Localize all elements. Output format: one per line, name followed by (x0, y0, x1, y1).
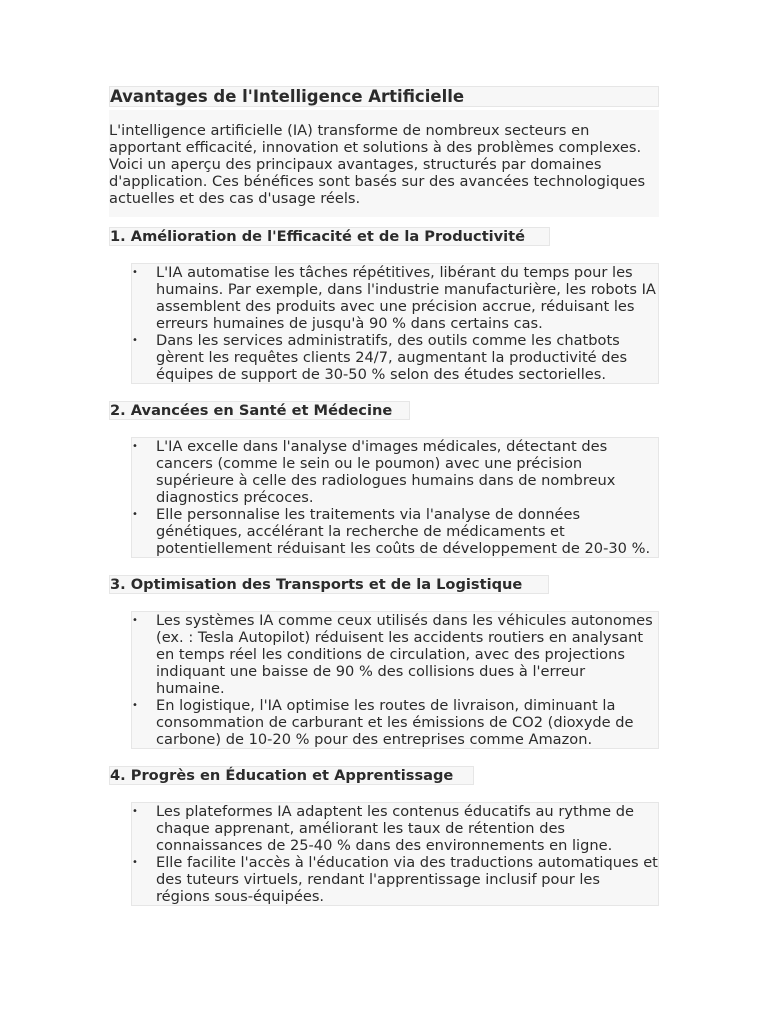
section-heading: 3. Optimisation des Transports et de la Logistique (109, 575, 549, 594)
bullet-icon: • (132, 335, 138, 346)
section-4 (109, 766, 659, 906)
list-item-text: L'IA excelle dans l'analyse d'images médicales, détectant des cancers (comme le sein ou le poumon) avec une précision supérieure à celle des radiologues humains dans de nombreux diagnostics précoces. (156, 438, 616, 506)
bullet-list (131, 611, 659, 749)
list-item-text: Elle personnalise les traitements via l'analyse de données génétiques, accélérant la recherche de médicaments et potentiellement réduisant les coûts de développement de 20-30 %. (156, 506, 651, 557)
bullet-list (131, 437, 659, 558)
section-heading: 1. Amélioration de l'Efficacité et de la Productivité (109, 227, 550, 246)
list-item (132, 332, 658, 383)
section-2 (109, 401, 659, 558)
list-item-text: Dans les services administratifs, des outils comme les chatbots gèrent les requêtes clients 24/7, augmentant la productivité des équipes de support de 30-50 % selon des études sectorielles. (156, 332, 628, 383)
bullet-icon: • (132, 700, 138, 711)
list-item (132, 612, 658, 697)
list-item-text: Les systèmes IA comme ceux utilisés dans les véhicules autonomes (ex. : Tesla Autopilot) réduisent les accidents routiers en analysant en temps réel les conditions de circulation, avec des projections indiquant une baisse de 90 % des collisions dues à l'erreur humaine. (156, 612, 653, 697)
section-1 (109, 227, 659, 384)
list-item-text: L'IA automatise les tâches répétitives, libérant du temps pour les humains. Par exemple, dans l'industrie manufacturière, les robots IA assemblent des produits avec une précision accrue, réduisant les erreurs humaines de jusqu'à 90 % dans certains cas. (156, 264, 656, 332)
bullet-list (131, 263, 659, 384)
page-title: Avantages de l'Intelligence Artificielle (109, 86, 659, 107)
list-item (132, 803, 658, 854)
list-item (132, 697, 658, 748)
list-item (132, 854, 658, 905)
bullet-icon: • (132, 857, 138, 868)
section-heading: 4. Progrès en Éducation et Apprentissage (109, 766, 474, 785)
list-item-text: Elle facilite l'accès à l'éducation via des traductions automatiques et des tuteurs virtuels, rendant l'apprentissage inclusif pour les régions sous-équipées. (156, 854, 658, 905)
bullet-icon: • (132, 806, 138, 817)
document-body (109, 86, 659, 906)
bullet-icon: • (132, 615, 138, 626)
list-item-text: Les plateformes IA adaptent les contenus éducatifs au rythme de chaque apprenant, améliorant les taux de rétention des connaissances de 25-40 % dans des environnements en ligne. (156, 803, 635, 854)
list-item (132, 506, 658, 557)
list-item (132, 438, 658, 506)
bullet-icon: • (132, 441, 138, 452)
bullet-icon: • (132, 267, 138, 278)
bullet-icon: • (132, 509, 138, 520)
list-item (132, 264, 658, 332)
bullet-list (131, 802, 659, 906)
intro-paragraph: L'intelligence artificielle (IA) transforme de nombreux secteurs en apportant efficacité, innovation et solutions à des problèmes complexes. Voici un aperçu des principaux avantages, structurés par domaines d'application. Ces bénéfices sont basés sur des avancées technologiques actuelles et des cas d'usage réels. (109, 110, 659, 217)
list-item-text: En logistique, l'IA optimise les routes de livraison, diminuant la consommation de carburant et les émissions de CO2 (dioxyde de carbone) de 10-20 % pour des entreprises comme Amazon. (156, 697, 634, 748)
section-3 (109, 575, 659, 749)
section-heading: 2. Avancées en Santé et Médecine (109, 401, 410, 420)
